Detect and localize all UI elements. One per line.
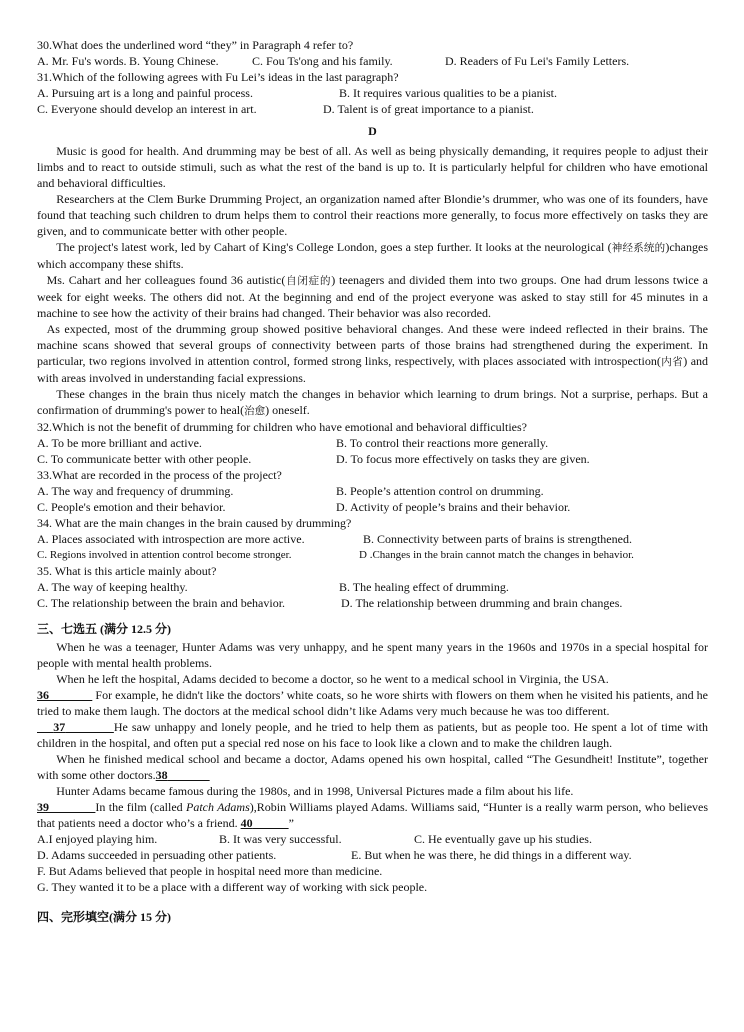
q32-option-c: C. To communicate better with other people. — [37, 452, 252, 466]
cn-gloss: 神经系统的 — [611, 242, 666, 254]
q34-stem: 34. What are the main changes in the brain caused by drumming? — [37, 516, 352, 530]
blank-40[interactable]: 40 — [240, 816, 253, 830]
passage-d-p6: These changes in the brain thus nicely match the changes in behavior which learning to drum brings. Not a surprise, perhaps. But a confirmation of drumming's power to heal(治愈) oneself. — [37, 387, 708, 417]
q30-option-b: B. Young Chinese. — [129, 54, 219, 68]
section3-p4: 37 He saw unhappy and lonely people, and he tried to help them as patients, but as people too. He spent a lot of time with children in the hospital, and often put a special red nose on his face to look like a clown and to make the children laugh. — [37, 720, 708, 750]
blank-39[interactable]: 39 — [37, 800, 49, 814]
q32-stem: 32.Which is not the benefit of drumming for children who have emotional and behavioral difficulties? — [37, 420, 527, 434]
q34-option-d: D .Changes in the brain cannot match the changes in behavior. — [359, 549, 634, 561]
q33-option-a: A. The way and frequency of drumming. — [37, 484, 234, 498]
q33-option-b: B. People’s attention control on drumming. — [336, 484, 544, 498]
cn-gloss: 内省 — [660, 356, 684, 368]
q33-option-d: D. Activity of people’s brains and their behavior. — [336, 500, 571, 514]
q30-option-a: A. Mr. Fu's words. — [37, 54, 127, 68]
section3-p1: When he was a teenager, Hunter Adams was very unhappy, and he spent many years in the 1960s and 1970s in a special hospital for people with mental health problems. — [37, 640, 708, 670]
passage-d-p3: The project's latest work, led by Cahart of King's College London, goes a step further. It looks at the neurological (神经系统的)changes which accompany these shifts. — [37, 240, 709, 271]
passage-d-p4: Ms. Cahart and her colleagues found 36 autistic(自闭症的) teenagers and divided them into two groups. One had drum lessons twice a week for eight weeks. The others did not. At the beginning and end of the project everyone was asked to stay still for 45 minutes in a machine to see how the activity of their brains had changed. Their behavior was also recorded. — [37, 273, 708, 320]
blank-36[interactable]: 36 — [37, 688, 49, 702]
blank-38[interactable]: 38 — [155, 768, 168, 782]
section3-option-c: C. He eventually gave up his studies. — [414, 832, 592, 846]
cn-gloss: 自闭症的 — [285, 275, 332, 287]
cn-gloss: 治愈 — [244, 405, 266, 417]
q31-options-row1 — [37, 85, 708, 101]
q32-option-a: A. To be more brilliant and active. — [37, 436, 202, 450]
q31-option-b: B. It requires various qualities to be a pianist. — [339, 86, 557, 100]
section3-option-b: B. It was very successful. — [219, 832, 342, 846]
q31-option-a: A. Pursuing art is a long and painful process. — [37, 86, 253, 100]
section3-options-row1 — [37, 831, 708, 847]
section3-option-g: G. They wanted it to be a place with a different way of working with sick people. — [37, 880, 428, 894]
section3-option-e: E. But when he was there, he did things in a different way. — [351, 848, 632, 862]
q35-option-d: D. The relationship between drumming and brain changes. — [341, 596, 623, 610]
section3-heading: 三、七选五 (满分 12.5 分) — [37, 622, 172, 636]
section3-p2: When he left the hospital, Adams decided to become a doctor, so he went to a medical school in Virginia, the USA. — [56, 672, 609, 686]
q30-options — [37, 53, 708, 69]
q35-stem: 35. What is this article mainly about? — [37, 564, 217, 578]
passage-d-p2: Researchers at the Clem Burke Drumming Project, an organization named after Blondie’s drummer, who was one of its founders, have found that teaching such children to drum helps them to control their reactions more generally, to focus more effectively on tasks they are given, and to communicate better with other people. — [37, 192, 708, 238]
q30-stem: 30.What does the underlined word “they” in Paragraph 4 refer to? — [37, 38, 354, 52]
q31-option-c: C. Everyone should develop an interest in art. — [37, 102, 257, 116]
passage-d-p1: Music is good for health. And drumming may be best of all. As well as being physically demanding, it requires people to adjust their limbs and to react to outside stimuli, such as what the rest of the band is up to. It is particularly helpful for children who have emotional and behavioral difficulties. — [37, 144, 708, 190]
section3-option-f: F. But Adams believed that people in hospital need more than medicine. — [37, 864, 383, 878]
section3-p3: 36 For example, he didn't like the doctors’ white coats, so he wore shirts with flowers on them when he visited his patients, and he tried to make them laugh. The doctors at the medical school didn’t like Adams very much because he was too different. — [37, 688, 708, 718]
q30-option-d: D. Readers of Fu Lei's Family Letters. — [445, 54, 630, 68]
section3-p6: Hunter Adams became famous during the 1980s, and in 1998, Universal Pictures made a film about his life. — [56, 784, 574, 798]
passage-d-p5: As expected, most of the drumming group showed positive behavioral changes. And these were indeed reflected in their brains. The machine scans showed that several groups of connectivity between parts of those brains had strengthened during the experiment. In particular, two regions involved in attention control, formed strong links, respectively, with places associated with introspection(内省) and with areas involved in understanding facial expressions. — [37, 322, 709, 385]
q32-option-b: B. To control their reactions more generally. — [336, 436, 549, 450]
q34-option-b: B. Connectivity between parts of brains is strengthened. — [363, 532, 632, 546]
q34-option-c: C. Regions involved in attention control become stronger. — [37, 549, 292, 561]
q35-option-a: A. The way of keeping healthy. — [37, 580, 188, 594]
blank-37[interactable]: 37 — [53, 720, 66, 734]
section4-heading: 四、完形填空(满分 15 分) — [37, 910, 172, 924]
q31-stem: 31.Which of the following agrees with Fu Lei’s ideas in the last paragraph? — [37, 70, 399, 84]
passage-d-title: D — [368, 124, 377, 138]
section3-options-row2 — [37, 847, 708, 863]
section3-option-d: D. Adams succeeded in persuading other patients. — [37, 848, 277, 862]
q32-option-d: D. To focus more effectively on tasks they are given. — [336, 452, 590, 466]
q33-option-c: C. People's emotion and their behavior. — [37, 500, 226, 514]
q31-option-d: D. Talent is of great importance to a pianist. — [323, 102, 534, 116]
q33-stem: 33.What are recorded in the process of the project? — [37, 468, 282, 482]
q34-option-a: A. Places associated with introspection are more active. — [37, 532, 305, 546]
q35-option-b: B. The healing effect of drumming. — [339, 580, 509, 594]
q31-options-row2 — [37, 101, 708, 117]
section3-p5: When he finished medical school and became a doctor, Adams opened his own hospital, called “The Gesundheit! Institute”, together with some other doctors.38 — [37, 752, 708, 782]
film-title: Patch Adams — [185, 800, 250, 814]
section3-option-a: A.I enjoyed playing him. — [37, 832, 158, 846]
section3-p7: 39 In the film (called Patch Adams),Robin Williams played Adams. Williams said, “Hunter is a really warm person, who believes that patients need a doctor who’s a friend. 40 ” — [37, 800, 709, 830]
q35-option-c: C. The relationship between the brain and behavior. — [37, 596, 286, 610]
q30-option-c: C. Fou Ts'ong and his family. — [252, 54, 393, 68]
